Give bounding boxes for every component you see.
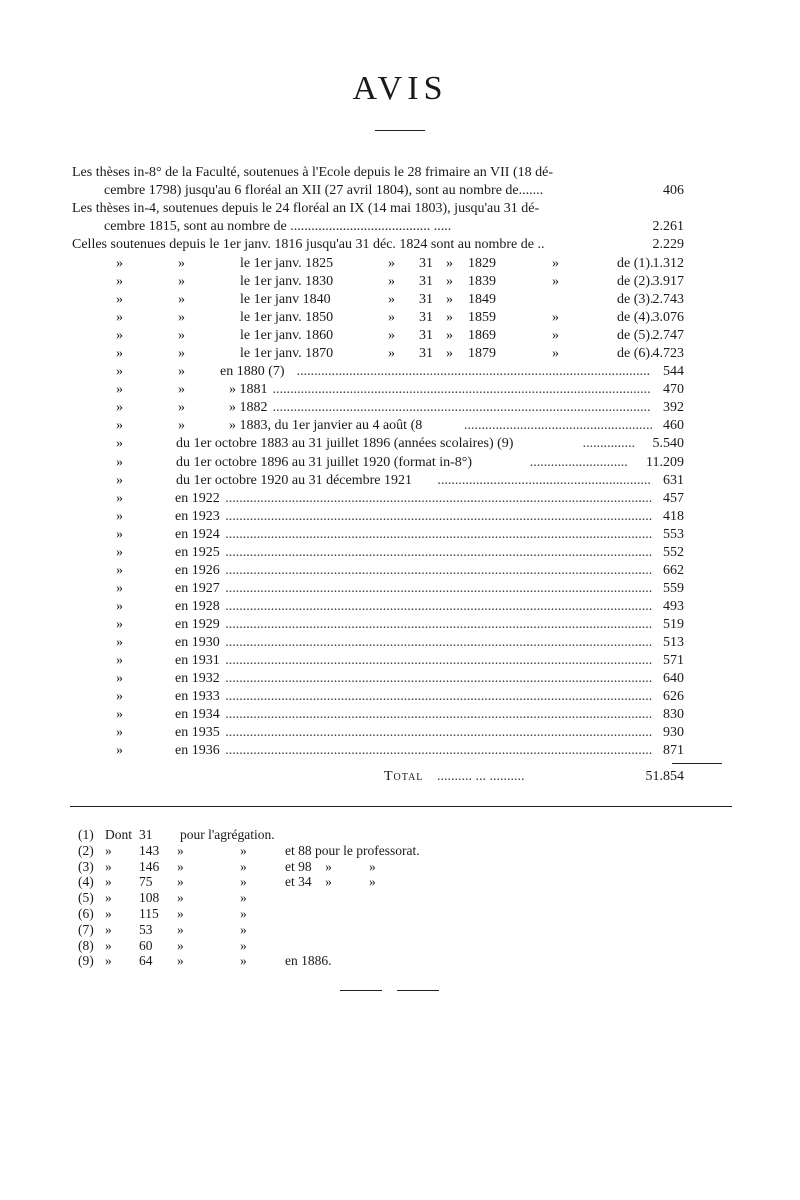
- table-row: [72, 598, 684, 616]
- ditto-mark: »: [388, 274, 395, 290]
- footnote: [78, 843, 578, 859]
- table-row: [72, 544, 684, 562]
- row-label: » 1881: [229, 382, 268, 398]
- footnote-text: »: [177, 890, 184, 906]
- intro-line: [72, 218, 684, 236]
- footnote-text: »: [240, 874, 247, 890]
- footnote-text: en 1886.: [285, 953, 332, 969]
- end-year: 1829: [468, 256, 496, 271]
- leader-dots: ..........................................................................................................................: [225, 725, 653, 741]
- ditto-mark: »: [116, 508, 123, 524]
- table-row: [72, 490, 684, 508]
- leader-dots: .............................................................: [437, 472, 651, 488]
- table-row: [72, 435, 684, 453]
- ditto-mark: »: [552, 310, 559, 326]
- footnote-number: (6): [78, 905, 94, 921]
- leader-dots: ............................................................................................................: [272, 400, 651, 416]
- row-value: 4.723: [652, 346, 684, 362]
- row-value: 1.312: [652, 256, 684, 271]
- ditto-mark: »: [178, 328, 185, 344]
- intro-line: [72, 236, 684, 254]
- footnote-number: (2): [78, 842, 94, 858]
- ditto-mark: »: [116, 689, 123, 705]
- table-row: [72, 742, 684, 760]
- footnote-number: (5): [78, 890, 94, 906]
- footnote-text: 146: [139, 858, 160, 874]
- ditto-mark: »: [116, 400, 123, 416]
- ditto-mark: »: [388, 346, 395, 362]
- row-label: du 1er octobre 1883 au 31 juillet 1896 (années scolaires) (9): [176, 436, 514, 452]
- thesis-count-table: [72, 255, 684, 760]
- footnote-number: (9): [78, 953, 94, 969]
- ditto-mark: »: [116, 346, 123, 362]
- row-label: » 1882: [229, 400, 268, 416]
- ditto-mark: »: [116, 364, 123, 380]
- end-rule-right: [397, 990, 439, 991]
- intro-line: [72, 200, 684, 218]
- table-row: [72, 291, 684, 309]
- ditto-mark: »: [178, 418, 185, 434]
- footnote-text: »: [240, 905, 247, 921]
- table-row: [72, 706, 684, 724]
- footnote: [78, 953, 578, 969]
- table-row: [72, 399, 684, 417]
- day-value: 31: [419, 256, 433, 271]
- intro-text: Les thèses in-4, soutenues depuis le 24 floréal an IX (14 mai 1803), jusqu'au 31 dé-: [72, 201, 540, 216]
- leader-dots: ..........................................................................................................................: [225, 562, 653, 578]
- footnote: [78, 890, 578, 906]
- ditto-mark: »: [116, 310, 123, 326]
- row-label: en 1934: [175, 707, 220, 723]
- ditto-mark: »: [116, 598, 123, 614]
- intro-value: 2.229: [649, 236, 685, 254]
- table-row: [72, 652, 684, 670]
- ditto-mark: »: [116, 580, 123, 596]
- row-suffix: de (3).: [617, 292, 654, 308]
- table-row: [72, 724, 684, 742]
- footnote-text: »: [240, 842, 247, 858]
- footnote-text: »: [177, 842, 184, 858]
- footnote-text: et 34 » »: [285, 874, 376, 890]
- row-label: le 1er janv. 1830: [240, 274, 334, 290]
- footnote-number: (7): [78, 921, 94, 937]
- footnote: [78, 922, 578, 938]
- leader-dots: ..........................................................................................................................: [225, 707, 653, 723]
- ditto-mark: »: [388, 328, 395, 344]
- footnote-text: »: [177, 858, 184, 874]
- table-row: [72, 616, 684, 634]
- row-value: 662: [663, 562, 684, 578]
- footnote: [78, 874, 578, 890]
- footnote: [78, 906, 578, 922]
- leader-dots: ............................: [529, 454, 628, 470]
- footnote-text: et 98 » »: [285, 858, 376, 874]
- ditto-mark: »: [178, 400, 185, 416]
- row-label: le 1er janv. 1825: [240, 256, 334, 271]
- table-row: [72, 688, 684, 706]
- ditto-mark: »: [178, 364, 185, 380]
- table-row: [72, 562, 684, 580]
- footnote-text: 53: [139, 921, 153, 937]
- row-label: en 1923: [175, 508, 220, 524]
- ditto-mark: »: [116, 707, 123, 723]
- leader-dots: ..........................................................................................................................: [225, 526, 653, 542]
- intro-text: Celles soutenues depuis le 1er janv. 1816 jusqu'au 31 déc. 1824 sont au nombre de ..: [72, 237, 545, 252]
- ditto-mark: »: [446, 310, 453, 326]
- ditto-mark: »: [552, 274, 559, 290]
- row-value: 559: [663, 580, 684, 596]
- footnote-text: »: [105, 858, 112, 874]
- footnote-text: »: [105, 842, 112, 858]
- footnote-text: et 88 pour le professorat.: [285, 842, 420, 858]
- day-value: 31: [419, 328, 433, 344]
- footnote-separator: [70, 806, 732, 807]
- ditto-mark: »: [446, 328, 453, 344]
- footnote-text: 64: [139, 953, 153, 969]
- ditto-mark: »: [446, 256, 453, 271]
- end-year: 1879: [468, 346, 496, 362]
- row-value: 631: [663, 472, 684, 488]
- ditto-mark: »: [116, 725, 123, 741]
- total-leader: .......... ... ..........: [437, 769, 525, 784]
- table-row: [72, 472, 684, 490]
- day-value: 31: [419, 346, 433, 362]
- row-value: 2.743: [652, 292, 684, 308]
- ditto-mark: »: [552, 256, 559, 271]
- row-label: en 1928: [175, 598, 220, 614]
- leader-dots: ..........................................................................................................................: [225, 544, 653, 560]
- row-value: 392: [663, 400, 684, 416]
- ditto-mark: »: [388, 310, 395, 326]
- ditto-mark: »: [116, 418, 123, 434]
- ditto-mark: »: [116, 382, 123, 398]
- ditto-mark: »: [116, 436, 123, 452]
- end-year: 1839: [468, 274, 496, 290]
- row-value: 5.540: [652, 436, 684, 452]
- footnote-text: »: [240, 937, 247, 953]
- leader-dots: ..........................................................................................................................: [225, 671, 653, 687]
- row-value: 830: [663, 707, 684, 723]
- footnote-text: »: [105, 905, 112, 921]
- leader-dots: ..........................................................................................................................: [225, 689, 653, 705]
- ditto-mark: »: [116, 634, 123, 650]
- leader-dots: ..........................................................................................................................: [225, 598, 653, 614]
- ditto-mark: »: [116, 292, 123, 308]
- ditto-mark: »: [178, 346, 185, 362]
- footnote-text: Dont: [105, 827, 132, 842]
- footnote: [78, 859, 578, 875]
- footnotes: [78, 827, 578, 969]
- footnote-text: »: [105, 874, 112, 890]
- total-value: 51.854: [645, 769, 684, 784]
- intro-value: 2.261: [649, 218, 685, 236]
- leader-dots: ..........................................................................................................................: [225, 580, 653, 596]
- table-row: [72, 345, 684, 363]
- leader-dots: ..........................................................................................................................: [225, 653, 653, 669]
- ditto-mark: »: [552, 346, 559, 362]
- row-label: le 1er janv. 1860: [240, 328, 334, 344]
- footnote-text: »: [240, 890, 247, 906]
- row-label: » 1883, du 1er janvier au 4 août (8: [229, 418, 423, 434]
- footnote-number: (8): [78, 937, 94, 953]
- table-row: [72, 580, 684, 598]
- footnote-text: 31: [139, 827, 153, 842]
- intro-text: cembre 1815, sont au nombre de ........................................ .....: [104, 219, 452, 234]
- ditto-mark: »: [116, 526, 123, 542]
- row-label: en 1924: [175, 526, 220, 542]
- row-label: en 1932: [175, 671, 220, 687]
- footnote-text: »: [105, 921, 112, 937]
- row-suffix: de (6).: [617, 346, 654, 362]
- total-label: Total: [384, 769, 424, 784]
- row-label: en 1922: [175, 490, 220, 506]
- table-row: [72, 526, 684, 544]
- total-rule: [672, 763, 722, 764]
- row-value: 871: [663, 743, 684, 759]
- row-label: en 1925: [175, 544, 220, 560]
- row-value: 418: [663, 508, 684, 524]
- intro-line: [72, 182, 684, 200]
- leader-dots: ..........................................................................................................................: [225, 634, 653, 650]
- table-row: [72, 327, 684, 345]
- footnote-number: (1): [78, 827, 94, 842]
- row-value: 457: [663, 490, 684, 506]
- row-value: 513: [663, 634, 684, 650]
- row-value: 519: [663, 616, 684, 632]
- ditto-mark: »: [116, 653, 123, 669]
- footnote-text: »: [240, 921, 247, 937]
- row-label: du 1er octobre 1896 au 31 juillet 1920 (format in-8°): [176, 454, 473, 470]
- row-suffix: de (5).: [617, 328, 654, 344]
- row-label: en 1880 (7): [220, 364, 285, 380]
- table-row: [72, 508, 684, 526]
- ditto-mark: »: [178, 292, 185, 308]
- intro-value: 406: [659, 182, 684, 200]
- total-row: [72, 769, 684, 789]
- footnote-text: 143: [139, 842, 160, 858]
- footnote-text: 75: [139, 874, 153, 890]
- day-value: 31: [419, 274, 433, 290]
- row-label: en 1929: [175, 616, 220, 632]
- intro-text: Les thèses in-8° de la Faculté, soutenues à l'Ecole depuis le 28 frimaire an VII (18 dé-: [72, 165, 553, 180]
- ditto-mark: »: [178, 274, 185, 290]
- footnote-number: (4): [78, 874, 94, 890]
- table-row: [72, 309, 684, 327]
- row-value: 3.917: [652, 274, 684, 290]
- end-year: 1849: [468, 292, 496, 308]
- row-suffix: de (4).: [617, 310, 654, 326]
- leader-dots: ..........................................................................................................................: [225, 743, 653, 759]
- ditto-mark: »: [116, 274, 123, 290]
- ditto-mark: »: [116, 256, 123, 271]
- footnote-text: »: [105, 953, 112, 969]
- ditto-mark: »: [446, 274, 453, 290]
- ditto-mark: »: [116, 616, 123, 632]
- ditto-mark: »: [116, 472, 123, 488]
- footnote-text: »: [177, 874, 184, 890]
- ditto-mark: »: [116, 454, 123, 470]
- table-row: [72, 454, 684, 472]
- leader-dots: .....................................................................................................: [296, 364, 651, 380]
- row-label: en 1926: [175, 562, 220, 578]
- row-value: 552: [663, 544, 684, 560]
- row-value: 2.747: [652, 328, 684, 344]
- table-row: [72, 255, 684, 273]
- footnote: [78, 938, 578, 954]
- row-value: 626: [663, 689, 684, 705]
- leader-dots: ..........................................................................................................................: [225, 616, 653, 632]
- leader-dots: ............................................................................................................: [272, 382, 651, 398]
- row-label: en 1933: [175, 689, 220, 705]
- footnote-text: »: [240, 953, 247, 969]
- footnote-text: pour l'agrégation.: [180, 827, 275, 842]
- ditto-mark: »: [552, 328, 559, 344]
- row-label: en 1935: [175, 725, 220, 741]
- footnote-text: 115: [139, 905, 159, 921]
- footnote-text: »: [177, 921, 184, 937]
- footnote-text: »: [177, 953, 184, 969]
- day-value: 31: [419, 292, 433, 308]
- ditto-mark: »: [116, 328, 123, 344]
- row-value: 640: [663, 671, 684, 687]
- table-row: [72, 363, 684, 381]
- day-value: 31: [419, 310, 433, 326]
- ditto-mark: »: [178, 256, 185, 271]
- row-value: 553: [663, 526, 684, 542]
- page-title: AVIS: [352, 70, 448, 107]
- leader-dots: ...............: [582, 436, 636, 452]
- intro-line: [72, 164, 684, 182]
- end-rule-left: [340, 990, 382, 991]
- footnote-text: 108: [139, 890, 160, 906]
- footnote-text: »: [240, 858, 247, 874]
- row-label: en 1927: [175, 580, 220, 596]
- ditto-mark: »: [388, 292, 395, 308]
- row-value: 460: [663, 418, 684, 434]
- ditto-mark: »: [116, 671, 123, 687]
- footnote-text: »: [105, 937, 112, 953]
- row-label: en 1936: [175, 743, 220, 759]
- table-row: [72, 634, 684, 652]
- table-row: [72, 417, 684, 435]
- leader-dots: ......................................................: [464, 418, 653, 434]
- row-value: 930: [663, 725, 684, 741]
- end-year: 1869: [468, 328, 496, 344]
- ditto-mark: »: [178, 382, 185, 398]
- row-value: 3.076: [652, 310, 684, 326]
- row-value: 544: [663, 364, 684, 380]
- row-suffix: de (2).: [617, 274, 654, 290]
- row-label: le 1er janv 1840: [240, 292, 331, 308]
- ditto-mark: »: [446, 292, 453, 308]
- title-rule: [375, 130, 425, 131]
- footnote-number: (3): [78, 858, 94, 874]
- table-row: [72, 670, 684, 688]
- footnote-text: »: [177, 937, 184, 953]
- row-value: 470: [663, 382, 684, 398]
- footnote: [78, 827, 578, 843]
- row-suffix: de (1).: [617, 256, 654, 271]
- intro-paragraphs: [72, 164, 684, 254]
- row-label: en 1930: [175, 634, 220, 650]
- footnote-text: 60: [139, 937, 153, 953]
- ditto-mark: »: [178, 310, 185, 326]
- row-label: du 1er octobre 1920 au 31 décembre 1921: [176, 472, 412, 488]
- row-value: 493: [663, 598, 684, 614]
- ditto-mark: »: [388, 256, 395, 271]
- ditto-mark: »: [116, 490, 123, 506]
- leader-dots: ..........................................................................................................................: [225, 508, 653, 524]
- row-label: le 1er janv. 1870: [240, 346, 334, 362]
- ditto-mark: »: [116, 562, 123, 578]
- ditto-mark: »: [116, 544, 123, 560]
- row-value: 571: [663, 653, 684, 669]
- ditto-mark: »: [446, 346, 453, 362]
- footnote-text: »: [177, 905, 184, 921]
- row-value: 11.209: [646, 454, 684, 470]
- footnote-text: »: [105, 890, 112, 906]
- row-label: en 1931: [175, 653, 220, 669]
- table-row: [72, 273, 684, 291]
- table-row: [72, 381, 684, 399]
- ditto-mark: »: [116, 743, 123, 759]
- row-label: le 1er janv. 1850: [240, 310, 334, 326]
- intro-text: cembre 1798) jusqu'au 6 floréal an XII (27 avril 1804), sont au nombre de.......: [104, 183, 544, 198]
- end-year: 1859: [468, 310, 496, 326]
- leader-dots: ..........................................................................................................................: [225, 490, 653, 506]
